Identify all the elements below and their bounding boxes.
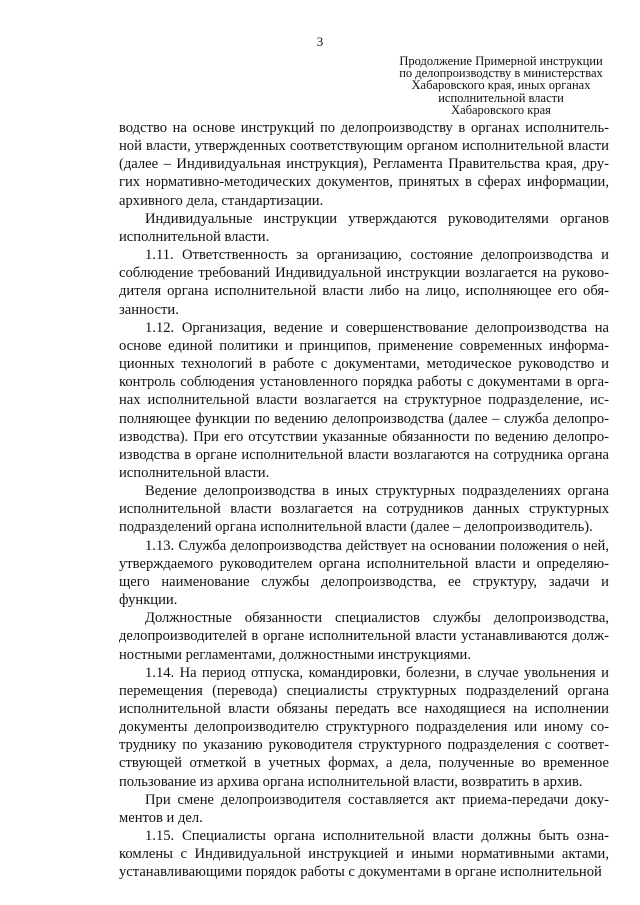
paragraph-1-12: 1.12. Организация, ведение и совершенствование делопроизводства на основе единой политики и принципов, применение современных информационных технологий в работе с документами, методическое руководство и контроль соблюдения установленного порядка работы с документами в органах исполнительной власти возлагается на структурное подразделение, исполняющее функции по ведению делопроизводства (далее – служба делопроизводства). При его отсутствии указанные обязанности по ведению делопроизводства в органе исполнительной власти возлагаются на сотрудника органа исполнительной власти. — [119, 319, 609, 481]
paragraph: При смене делопроизводителя составляется акт приема-передачи документов и дел. — [119, 791, 609, 826]
paragraph: Индивидуальные инструкции утверждаются руководителями органов исполнительной власти. — [119, 210, 609, 245]
running-header-line: Хабаровского края — [451, 102, 551, 117]
paragraph-1-15: 1.15. Специалисты органа исполнительной власти должны быть ознакомлены с Индивидуальной инструкцией и иными нормативными актами, устанавливающими порядок работы с документами в органе исполнительной — [119, 828, 609, 881]
paragraph: Ведение делопроизводства в иных структурных подразделениях органа исполнительной власти возлагается на сотрудников данных структурных подразделений органа исполнительной власти (далее – делопроизводитель). — [119, 483, 609, 536]
paragraph: Должностные обязанности специалистов службы делопроизводства, делопроизводителей в органе исполнительной власти устанавливаются должностными регламентами, должностными инструкциями. — [119, 610, 609, 663]
running-header-line: Продолжение Примерной инструкции — [399, 54, 603, 68]
paragraph-1-13: 1.13. Служба делопроизводства действует на основании положения о ней, утверждаемого руководителем органа исполнительной власти и определяющего наименование службы делопроизводства, ее структуру, задачи и функции. — [119, 537, 609, 609]
page-number: 3 — [316, 34, 324, 49]
paragraph-1-11: 1.11. Ответственность за организацию, состояние делопроизводства и соблюдение требований Индивидуальной инструкции возлагается на руководителя органа исполнительной власти либо на лицо, исполняющее его обязанности. — [119, 247, 609, 318]
running-header-line: Хабаровского края, иных органах — [411, 78, 591, 93]
running-header-line: исполнительной власти — [438, 90, 564, 105]
running-header-line: по делопроизводству в министерствах — [399, 66, 603, 81]
document-body — [119, 119, 609, 882]
running-header — [395, 55, 607, 116]
paragraph-1-14: 1.14. На период отпуска, командировки, болезни, в случае увольнения и перемещения (перевода) специалисты структурных подразделений органа исполнительной власти обязаны передать все находящиеся на исполнении документы делопроизводителю структурного подразделения или иному сотруднику по указанию руководителя структурного подразделения с соответствующей отметкой в учетных формах, а дела, полученные во временное пользование из архива органа исполнительной власти, возвратить в архив. — [119, 664, 609, 790]
paragraph-continuation: водство на основе инструкций по делопроизводству в органах исполнительной власти, утвержденных соответствующим органом исполнительной власти (далее – Индивидуальная инструкция), Регламента Правительства края, других нормативно-методических документов, принятых в сферах информации, архивного дела, стандартизации. — [119, 120, 609, 209]
